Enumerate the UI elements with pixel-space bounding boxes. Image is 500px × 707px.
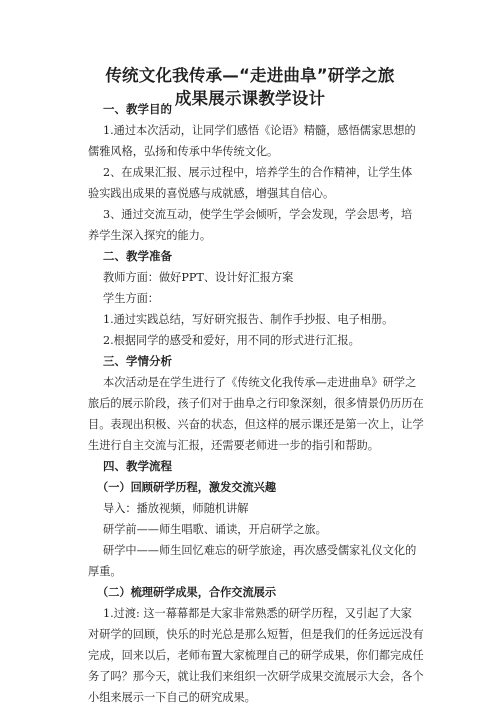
section-heading-analysis: 三、学情分析: [103, 354, 172, 368]
text-line: 目。表现出积极、兴奋的状态，但这样的展示课还是第一次上，让学: [88, 418, 424, 431]
section-heading-objectives: 一、教学目的: [103, 102, 172, 116]
text-line: 小组来展示一下自己的研究成果。: [88, 691, 256, 704]
text-line: 验实践出成果的喜悦感与成就感，增强其自信心。: [88, 187, 335, 200]
text-line: 3、通过交流互动，使学生学会倾听，学会发现，学会思考，培: [103, 208, 413, 221]
text-line: 1.通过本次活动，让同学们感悟《论语》精髓，感悟儒家思想的: [103, 124, 416, 137]
text-line: 完成，回来以后，老师布置大家梳理自己的研学成果，你们都完成任: [88, 649, 424, 662]
text-line: 厚重。: [88, 565, 122, 578]
text-line: 本次活动是在学生进行了《传统文化我传承—走进曲阜》研学之: [103, 376, 417, 389]
text-line: 对研学的回顾，快乐的时光总是那么短暂，但是我们的任务远远没有: [88, 628, 424, 641]
text-line: 务了吗？那今天，就让我们来组织一次研学成果交流展示大会，各个: [88, 670, 424, 683]
text-line: 教师方面：做好PPT、设计好汇报方案: [103, 271, 294, 284]
text-line: 1.过渡: 这一幕幕都是大家非常熟悉的研学历程，又引起了大家: [103, 607, 412, 620]
text-line: 学生方面：: [103, 292, 159, 305]
subsection-heading: （一）回顾研学历程，激发交流兴趣: [97, 481, 277, 494]
document-subtitle: 成果展示课教学设计: [174, 89, 326, 108]
text-line: 生进行自主交流与汇报，还需要老师进一步的指引和帮助。: [88, 439, 379, 452]
document-title: 传统文化我传承—“走进曲阜”研学之旅: [105, 66, 395, 85]
text-line: 导入：播放视频，师随机讲解: [103, 502, 249, 515]
text-line: 1.通过实践总结，写好研究报告、制作手抄报、电子相册。: [103, 313, 394, 326]
text-line: 养学生深入探究的能力。: [88, 229, 212, 242]
section-heading-preparation: 二、教学准备: [103, 249, 172, 263]
text-line: 儒雅风格，弘扬和传承中华传统文化。: [88, 145, 279, 158]
section-heading-process: 四、教学流程: [103, 459, 172, 473]
text-line: 旅后的展示阶段，孩子们对于曲阜之行印象深刻，很多情景仍历历在: [88, 397, 424, 410]
text-line: 2、在成果汇报、展示过程中，培养学生的合作精神，让学生体: [103, 166, 413, 179]
text-line: 研学前——师生唱歌、诵读，开启研学之旅。: [103, 523, 327, 536]
text-line: 2.根据同学的感受和爱好，用不同的形式进行汇报。: [103, 334, 360, 347]
text-line: 研学中——师生回忆难忘的研学旅途，再次感受儒家礼仪文化的: [103, 544, 417, 557]
subsection-heading: （二）梳理研学成果，合作交流展示: [97, 586, 277, 599]
